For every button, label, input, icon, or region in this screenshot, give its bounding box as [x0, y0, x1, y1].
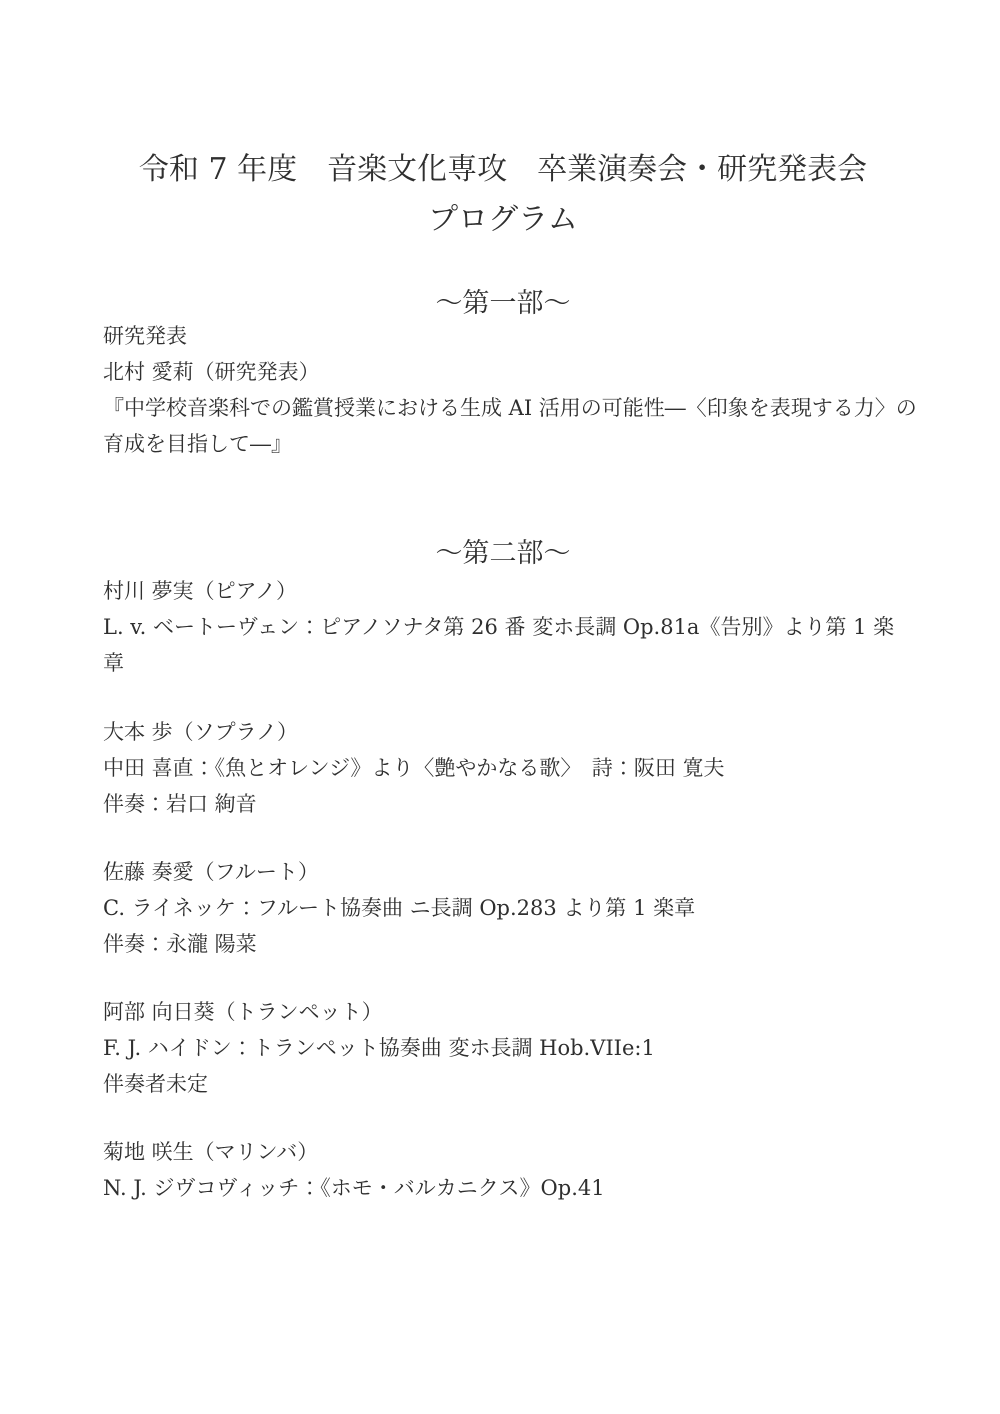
program-piece-line: L. v. ベートーヴェン：ピアノソナタ第 26 番 変ホ長調 Op.81a《告別》より第 1 楽 [103, 615, 895, 639]
accompanist-line: 伴奏：永瀧 陽菜 [103, 932, 257, 956]
performance-block-piano [103, 573, 923, 681]
performer-name: 大本 歩（ソプラノ） [103, 720, 299, 744]
program-piece-line: 中田 喜直：《魚とオレンジ》より〈艶やかなる歌〉 詩：阪田 寛夫 [103, 756, 725, 780]
part1-header: ～第一部～ [435, 288, 571, 319]
research-work-title-line1: 『中学校音楽科での鑑賞授業における生成 AI 活用の可能性―〈印象を表現する力〉の [103, 396, 917, 420]
program-piece-line: 章 [103, 651, 124, 675]
performer-name: 佐藤 奏愛（フルート） [103, 860, 319, 884]
research-work-title-line2: 育成を目指して―』 [103, 432, 292, 456]
performer-name: 村川 夢実（ピアノ） [103, 579, 297, 603]
performance-block-flute [103, 854, 923, 962]
program-piece-line: F. J. ハイドン：トランペット協奏曲 変ホ長調 Hob.VIIe:1 [103, 1036, 655, 1060]
performance-block-marimba [103, 1134, 923, 1206]
research-presenter: 北村 愛莉（研究発表） [103, 360, 320, 384]
accompanist-line: 伴奏：岩口 絢音 [103, 792, 257, 816]
performer-name: 菊地 咲生（マリンバ） [103, 1140, 319, 1164]
program-piece-line: N. J. ジヴコヴィッチ：《ホモ・バルカニクス》Op.41 [103, 1176, 605, 1200]
performer-name: 阿部 向日葵（トランペット） [103, 1000, 383, 1024]
performance-block-soprano [103, 714, 923, 822]
page-title: 令和 7 年度 音楽文化専攻 卒業演奏会・研究発表会 [138, 152, 868, 187]
page-subtitle: プログラム [428, 202, 578, 237]
part2-header: ～第二部～ [435, 538, 571, 569]
research-category: 研究発表 [103, 324, 187, 348]
performance-block-trumpet [103, 994, 923, 1102]
part1-research-block [103, 318, 923, 462]
program-piece-line: C. ライネッケ：フルート協奏曲 ニ長調 Op.283 より第 1 楽章 [103, 896, 696, 920]
accompanist-line: 伴奏者未定 [103, 1072, 208, 1096]
